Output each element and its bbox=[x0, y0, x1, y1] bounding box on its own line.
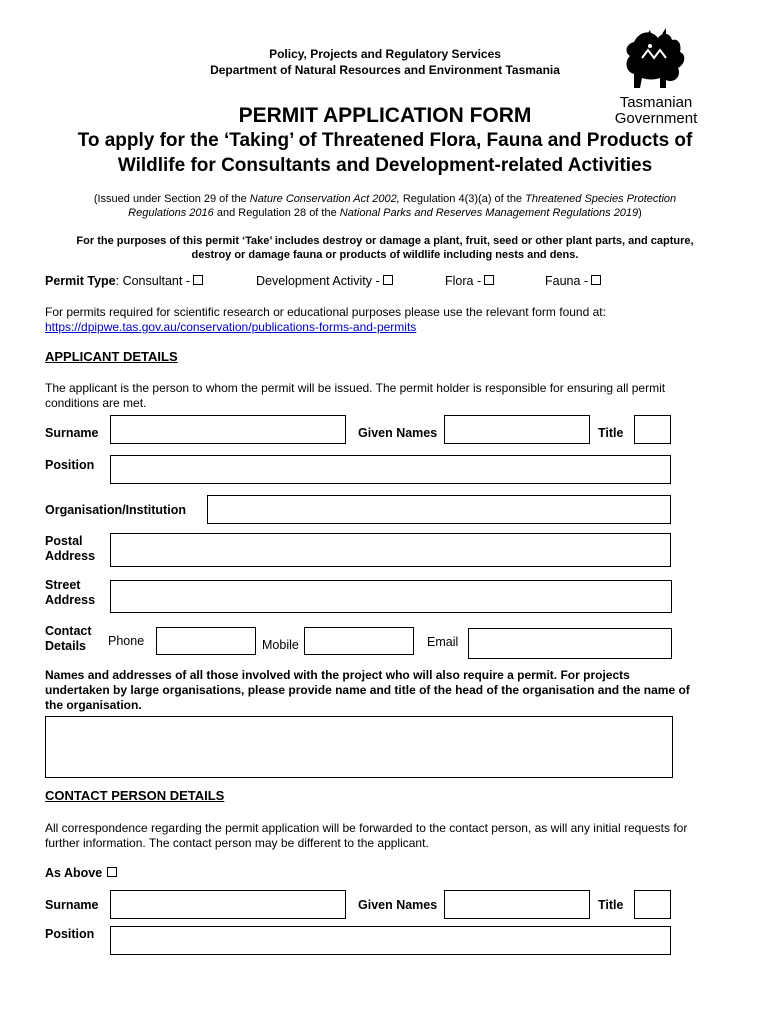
logo-text-line1: Tasmanian bbox=[619, 94, 693, 111]
applicant-intro-line1: The applicant is the person to whom the permit will be issued. The permit holder is responsible for ensuring all permit bbox=[45, 381, 666, 395]
development-checkbox[interactable] bbox=[383, 275, 393, 285]
street-address-field[interactable] bbox=[110, 580, 672, 613]
issued-under-text: (Issued under Section 29 of the Nature Conservation Act 2002, Regulation 4(3)(a) of the Threatened Species Protection Regulations 2016 and Regulation 28 of the National Parks and Reserves Management Regulations 2019) bbox=[93, 193, 677, 219]
organisation-field[interactable] bbox=[207, 495, 671, 524]
flora-option-label: Flora - bbox=[445, 274, 482, 288]
given-names-field[interactable] bbox=[444, 415, 590, 444]
permit-type-row bbox=[45, 274, 203, 288]
street-address-label: Street Address bbox=[45, 578, 96, 607]
research-text: For permits required for scientific research or educational purposes please use the relevant form found at: bbox=[45, 305, 606, 319]
position-label: Position bbox=[45, 458, 95, 472]
given-names-label: Given Names bbox=[358, 426, 438, 440]
contact-title-label: Title bbox=[598, 898, 624, 912]
purpose-text: For the purposes of this permit ‘Take’ includes destroy or damage a plant, fruit, seed or other plant parts, and capture, destroy or damage fauna or products of wildlife including nests and dens. bbox=[76, 235, 694, 261]
department-division: Policy, Projects and Regulatory Services bbox=[269, 47, 501, 61]
contact-title-field[interactable] bbox=[634, 890, 671, 919]
organisation-label: Organisation/Institution bbox=[45, 503, 186, 517]
surname-label: Surname bbox=[45, 426, 99, 440]
email-label: Email bbox=[427, 635, 459, 649]
contact-intro-line2: further information. The contact person may be different to the applicant. bbox=[45, 836, 429, 850]
department-name: Department of Natural Resources and Environment Tasmania bbox=[210, 63, 560, 77]
surname-field[interactable] bbox=[110, 415, 346, 444]
contact-person-heading: CONTACT PERSON DETAILS bbox=[45, 788, 225, 803]
applicant-details-heading: APPLICANT DETAILS bbox=[45, 349, 178, 364]
as-above-checkbox[interactable] bbox=[107, 867, 117, 877]
email-field[interactable] bbox=[468, 628, 672, 659]
permit-type-label: Permit Type bbox=[45, 274, 116, 288]
form-title: PERMIT APPLICATION FORM bbox=[238, 104, 532, 127]
position-field[interactable] bbox=[110, 455, 671, 484]
flora-option bbox=[445, 274, 494, 288]
consultant-checkbox[interactable] bbox=[193, 275, 203, 285]
form-subtitle-line2: Wildlife for Consultants and Development-related Activities bbox=[117, 155, 653, 176]
names-addresses-instructions: Names and addresses of all those involved with the project who will also require a permit. For projects undertaken by large organisations, please provide name and title of the head of the organisation and the name of the organisation. bbox=[45, 668, 690, 712]
postal-address-label: Postal Address bbox=[45, 534, 96, 563]
thylacine-icon bbox=[606, 28, 706, 90]
mobile-label: Mobile bbox=[262, 638, 299, 652]
contact-surname-label: Surname bbox=[45, 898, 99, 912]
contact-given-names-label: Given Names bbox=[358, 898, 438, 912]
contact-given-names-field[interactable] bbox=[444, 890, 590, 919]
postal-address-field[interactable] bbox=[110, 533, 671, 567]
contact-position-label: Position bbox=[45, 927, 95, 941]
development-option bbox=[256, 274, 393, 288]
logo-text-line2: Government bbox=[614, 110, 698, 127]
title-field[interactable] bbox=[634, 415, 671, 444]
fauna-option-label: Fauna - bbox=[545, 274, 589, 288]
names-addresses-field[interactable] bbox=[45, 716, 673, 778]
consultant-option-label: : Consultant - bbox=[115, 274, 190, 288]
mobile-field[interactable] bbox=[304, 627, 414, 655]
contact-intro-line1: All correspondence regarding the permit application will be forwarded to the contact person, as will any initial requests for bbox=[45, 821, 688, 835]
phone-label: Phone bbox=[108, 634, 145, 648]
as-above-label: As Above bbox=[45, 866, 117, 881]
contact-position-field[interactable] bbox=[110, 926, 671, 955]
fauna-checkbox[interactable] bbox=[591, 275, 601, 285]
title-label: Title bbox=[598, 426, 624, 440]
development-option-label: Development Activity - bbox=[256, 274, 380, 288]
research-forms-link[interactable]: https://dpipwe.tas.gov.au/conservation/publications-forms-and-permits bbox=[45, 320, 417, 334]
form-subtitle-line1: To apply for the ‘Taking’ of Threatened Flora, Fauna and Products of bbox=[77, 130, 693, 151]
contact-surname-field[interactable] bbox=[110, 890, 346, 919]
fauna-option bbox=[545, 274, 601, 288]
contact-details-label: Contact Details bbox=[45, 624, 92, 653]
flora-checkbox[interactable] bbox=[484, 275, 494, 285]
phone-field[interactable] bbox=[156, 627, 256, 655]
applicant-intro-line2: conditions are met. bbox=[45, 396, 147, 410]
